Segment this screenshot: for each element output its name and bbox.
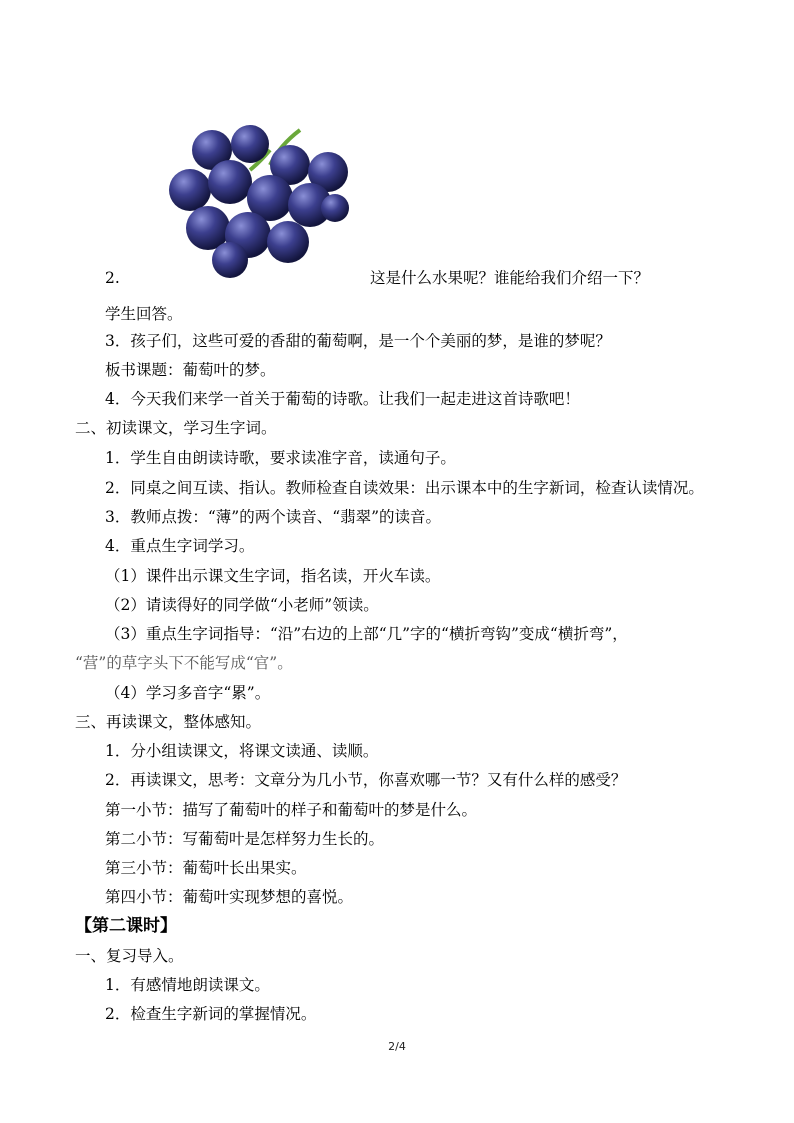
text-line: 一、复习导入。 [75,947,184,965]
grape-bunch-image [150,110,370,285]
text-line: （2）请读得好的同学做“小老师”领读。 [105,596,379,614]
text-line: 4．今天我们来学一首关于葡萄的诗歌。让我们一起走进这首诗歌吧！ [105,390,580,408]
text-line: 第三小节：葡萄叶长出果实。 [105,859,307,877]
text-line: 1．有感情地朗读课文。 [105,976,270,994]
text-line: 学生回答。 [105,305,183,323]
text-line: 第一小节：描写了葡萄叶的样子和葡萄叶的梦是什么。 [105,801,478,819]
text-line: 2．检查生字新词的掌握情况。 [105,1005,317,1023]
text-line: “营”的草字头下不能写成“官”。 [75,654,293,672]
text-line: 4．重点生字词学习。 [105,537,255,555]
text-line: 二、初读课文，学习生字词。 [75,419,277,437]
text-line: 3．孩子们，这些可爱的香甜的葡萄啊，是一个个美丽的梦，是谁的梦呢？ [105,332,611,350]
text-line: 3．教师点拨：“薄”的两个读音、“翡翠”的读音。 [105,508,442,526]
text-line: 2. [105,269,120,287]
page-number: 2/4 [388,1040,406,1053]
text-line: 1．分小组读课文，将课文读通、读顺。 [105,742,379,760]
text-line: 【第二课时】 [75,916,177,936]
text-line: 1．学生自由朗读诗歌，要求读准字音，读通句子。 [105,449,456,467]
text-line: 第四小节：葡萄叶实现梦想的喜悦。 [105,888,354,906]
text-line: 三、再读课文，整体感知。 [75,713,262,731]
text-line: 2．同桌之间互读、指认。教师检查自读效果：出示课本中的生字新词，检查认读情况。 [105,479,704,497]
text-line: （4）学习多音字“累”。 [105,684,271,702]
text-line: （3）重点生字词指导：“沿”右边的上部“几”字的“横折弯钩”变成“横折弯”， [105,625,628,643]
text-line: 这是什么水果呢？谁能给我们介绍一下？ [370,269,650,287]
text-line: 第二小节：写葡萄叶是怎样努力生长的。 [105,830,385,848]
text-line: 2．再读课文，思考：文章分为几小节，你喜欢哪一节？又有什么样的感受？ [105,771,627,789]
text-line: （1）课件出示课文生字词，指名读，开火车读。 [105,567,441,585]
text-line: 板书课题：葡萄叶的梦。 [105,361,276,379]
